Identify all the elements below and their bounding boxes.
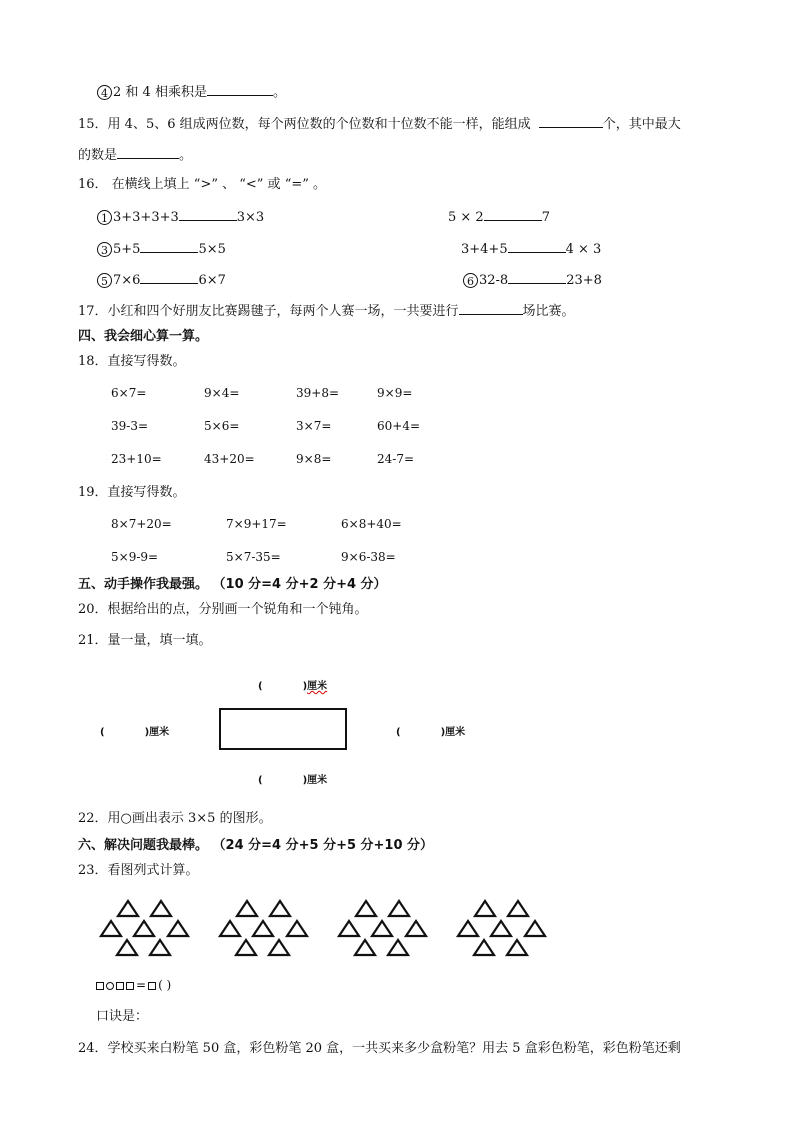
q16-right: 6×7	[198, 273, 226, 288]
q21: 21．量一量，填一填。	[78, 633, 212, 648]
item-4-end: 。	[272, 85, 286, 100]
q15-blank-1[interactable]	[539, 114, 603, 128]
triangle-group-2	[217, 898, 312, 960]
measure-label-top: ( )厘米	[258, 681, 328, 692]
square-box-icon[interactable]	[148, 982, 156, 990]
section-5-title: 五、动手操作我最强。 （10 分=4 分+2 分+4 分）	[78, 577, 387, 592]
q20: 20．根据给出的点，分别画一个锐角和一个钝角。	[78, 602, 368, 617]
compare-blank[interactable]	[508, 239, 566, 253]
circle-symbol-icon[interactable]	[106, 982, 114, 990]
q19-title: 19．直接写得数。	[78, 485, 186, 500]
compare-blank[interactable]	[140, 270, 198, 284]
q22: 22．用○画出表示 3×5 的图形。	[78, 811, 272, 826]
calc-cell: 5×7-35=	[226, 550, 281, 564]
q16-right: 5×5	[198, 242, 226, 257]
calc-cell: 24-7=	[377, 452, 415, 466]
calc-cell: 39-3=	[111, 419, 149, 433]
calc-cell: 3×7=	[296, 419, 332, 433]
calc-cell: 43+20=	[204, 452, 255, 466]
circled-number: 6	[463, 273, 478, 288]
calc-cell: 8×7+20=	[111, 517, 172, 531]
q15-text-c: 的数是	[78, 148, 118, 163]
q17-text-b: 场比赛。	[522, 304, 575, 319]
circled-number: 1	[97, 210, 112, 225]
section-6-title: 六、解决问题我最棒。 （24 分=4 分+5 分+5 分+10 分）	[78, 838, 434, 853]
square-box-icon[interactable]	[126, 982, 134, 990]
q15-text-d: 。	[179, 148, 193, 163]
calc-cell: 60+4=	[377, 419, 421, 433]
q16-item-5	[97, 270, 226, 290]
q23-koujue-text: 口诀是：	[96, 1009, 149, 1024]
calc-cell: 6×8+40=	[341, 517, 402, 531]
q23: 23．看图列式计算。	[78, 863, 199, 878]
calc-cell: 7×9+17=	[226, 517, 287, 531]
calc-cell: 5×9-9=	[111, 550, 159, 564]
q16-left: 5+5	[113, 242, 141, 257]
q16-item-2	[448, 207, 550, 227]
q16-right: 3×3	[236, 210, 265, 225]
q17-blank[interactable]	[459, 301, 523, 315]
q23-koujue	[96, 1008, 148, 1026]
item-4-text: 2 和 4 相乘积是	[113, 85, 207, 100]
q16-right: 7	[541, 210, 550, 225]
q16-left: 5 × 2	[448, 210, 484, 225]
q16-item-4	[461, 239, 601, 259]
measure-rectangle	[219, 708, 347, 750]
triangle-group-4	[455, 898, 550, 960]
q16-right: 23+8	[566, 273, 602, 288]
calc-cell: 9×4=	[204, 386, 240, 400]
q16-left: 32-8	[479, 273, 509, 288]
q15-text-a: 15．用 4、5、6 组成两位数，每个两位数的个位数和十位数不能一样，能组成	[78, 117, 531, 132]
triangle-group-1	[98, 898, 193, 960]
q24: 24．学校买来白粉笔 50 盒，彩色粉笔 20 盒，一共买来多少盒粉笔？用去 5 盒彩色粉笔，彩色粉笔还剩	[78, 1041, 681, 1056]
compare-blank[interactable]	[484, 207, 542, 221]
q16-left: 3+3+3+3	[113, 210, 179, 225]
q15-blank-2[interactable]	[117, 145, 179, 159]
q17-text-a: 17．小红和四个好朋友比赛踢毽子，每两个人赛一场，一共要进行	[78, 304, 459, 319]
q15-line2	[78, 145, 192, 165]
circled-number: 3	[97, 242, 112, 257]
q16-left: 7×6	[113, 273, 141, 288]
calc-cell: 6×7=	[111, 386, 147, 400]
q18-title: 18．直接写得数。	[78, 354, 186, 369]
compare-blank[interactable]	[140, 239, 198, 253]
q16-left: 3+4+5	[461, 242, 508, 257]
compare-blank[interactable]	[508, 270, 566, 284]
circled-number: 5	[97, 273, 112, 288]
triangle-group-3	[336, 898, 431, 960]
q23-formula: = ( )	[96, 976, 171, 994]
item-4	[97, 82, 286, 102]
compare-blank[interactable]	[179, 207, 237, 221]
q16-title: 16． 在横线上填上 “>” 、 “<” 或 “=” 。	[78, 177, 327, 192]
square-box-icon[interactable]	[116, 982, 124, 990]
calc-cell: 9×8=	[296, 452, 332, 466]
calc-cell: 23+10=	[111, 452, 162, 466]
square-box-icon[interactable]	[96, 982, 104, 990]
calc-cell: 9×6-38=	[341, 550, 396, 564]
circled-number: 4	[97, 85, 112, 100]
measure-label-right: ( )厘米	[396, 727, 466, 738]
q15-line1	[78, 114, 681, 134]
measure-label-left: ( )厘米	[100, 727, 170, 738]
answer-blank[interactable]	[207, 82, 273, 96]
q23-formula-end: ( )	[158, 978, 172, 992]
q17	[78, 301, 575, 321]
q16-item-1	[97, 207, 264, 227]
calc-cell: 9×9=	[377, 386, 413, 400]
measure-label-bottom: ( )厘米	[258, 775, 328, 786]
q16-item-6	[463, 270, 602, 290]
q16-right: 4 × 3	[565, 242, 602, 257]
calc-cell: 39+8=	[296, 386, 340, 400]
q16-item-3	[97, 239, 226, 259]
q15-text-b: 个，其中最大	[602, 117, 681, 132]
section-4-title: 四、我会细心算一算。	[78, 329, 209, 344]
calc-cell: 5×6=	[204, 419, 240, 433]
